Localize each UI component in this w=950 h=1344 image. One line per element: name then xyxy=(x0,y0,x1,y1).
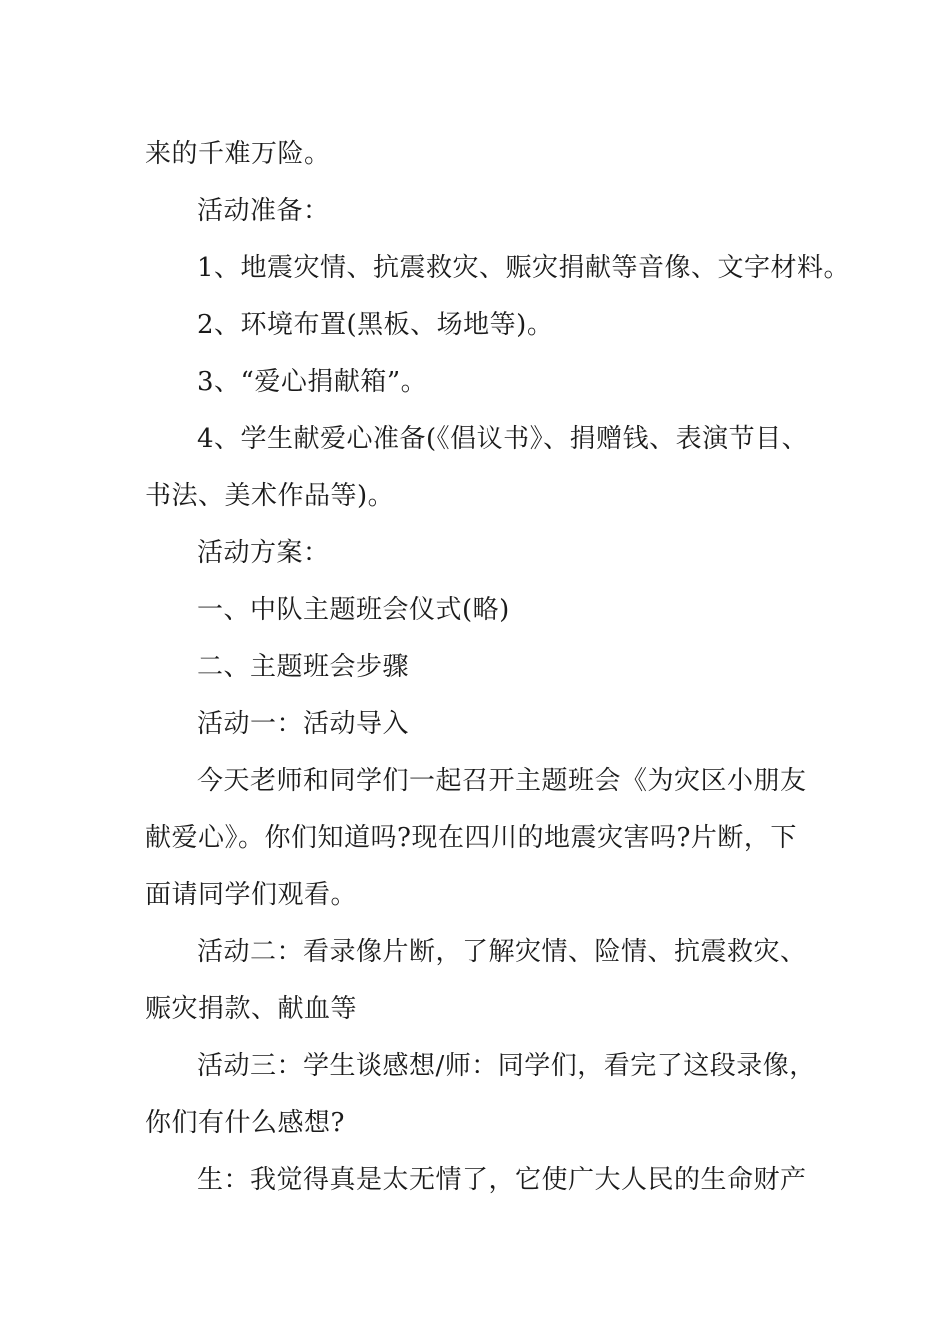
text-line: 活动准备： xyxy=(197,196,330,226)
text-line: 活动三：学生谈感想/师：同学们，看完了这段录像， xyxy=(197,1051,816,1081)
text-line: 来的千难万险。 xyxy=(145,139,331,169)
text-line: 二、主题班会步骤 xyxy=(197,652,410,682)
text-line: 赈灾捐款、献血等 xyxy=(145,994,358,1024)
text-line: 生：我觉得真是太无情了，它使广大人民的生命财产 xyxy=(197,1165,807,1195)
text-line: 书法、美术作品等)。 xyxy=(145,481,395,511)
text-line: 3、“爱心捐献箱”。 xyxy=(197,367,428,397)
text-line: 献爱心》。你们知道吗?现在四川的地震灾害吗?片断，下 xyxy=(145,823,797,853)
text-line: 活动方案： xyxy=(197,538,330,568)
text-line: 活动一：活动导入 xyxy=(197,709,410,739)
text-line: 今天老师和同学们一起召开主题班会《为灾区小朋友 xyxy=(197,766,807,796)
text-line: 1、地震灾情、抗震救灾、赈灾捐献等音像、文字材料。 xyxy=(197,253,851,283)
text-line: 你们有什么感想? xyxy=(145,1108,345,1138)
text-line: 2、环境布置(黑板、场地等)。 xyxy=(197,310,554,340)
text-line: 活动二：看录像片断，了解灾情、险情、抗震救灾、 xyxy=(197,937,807,967)
text-line: 面请同学们观看。 xyxy=(145,880,358,910)
text-line: 4、学生献爱心准备(《倡议书》、捐赠钱、表演节目、 xyxy=(197,424,809,454)
text-line: 一、中队主题班会仪式(略) xyxy=(197,595,510,625)
document-body xyxy=(145,126,851,1209)
